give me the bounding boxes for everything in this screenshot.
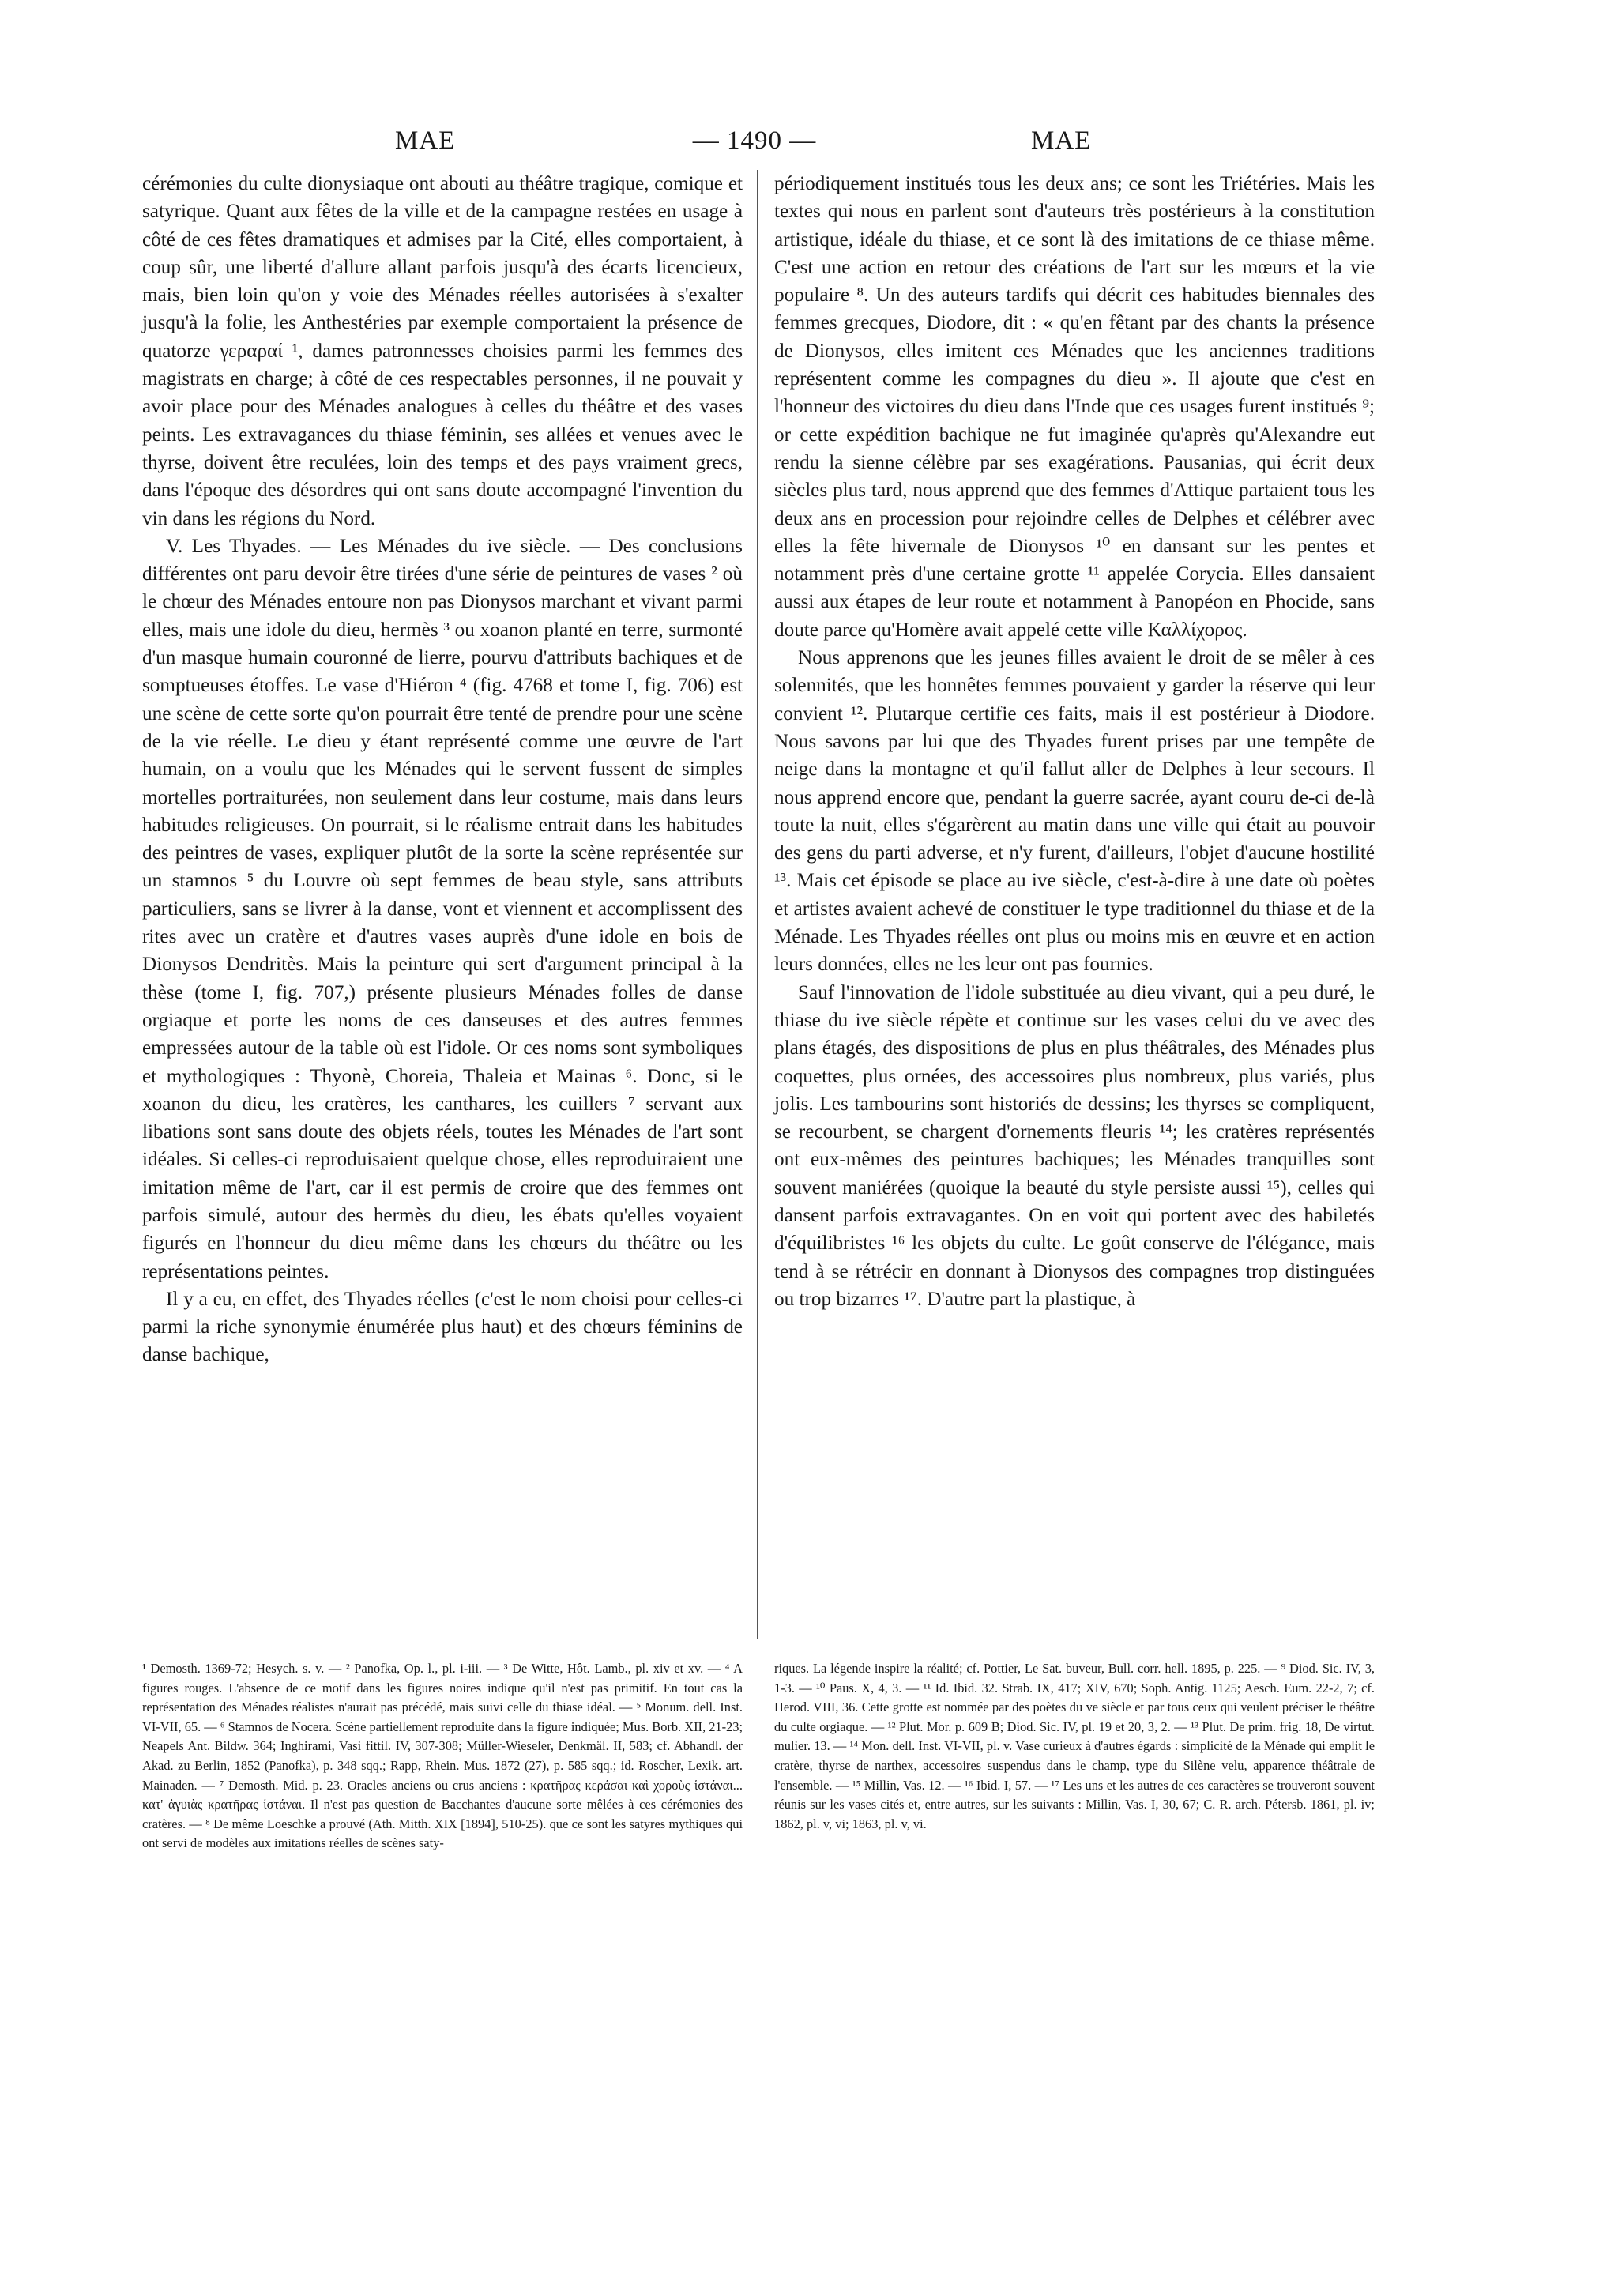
right-paragraph-2: Nous apprenons que les jeunes filles avaient le droit de se mêler à ces solennités, que les honnêtes femmes pouvaient y garder la réserve qui leur convient ¹². Plutarque certifie ces faits, mais il est postérieur à Diodore. Nous savons par lui que des Thyades furent prises par une tempête de neige dans la montagne et qu'il fallut aller de Delphes à leur secours. Il nous apprend encore que, pendant la guerre sacrée, ayant couru de-ci de-là toute la nuit, elles s'égarèrent au matin dans une ville qui était au pouvoir des gens du parti adverse, et n'y furent, d'ailleurs, l'objet d'aucune hostilité ¹³. Mais cet épisode se place au ive siècle, c'est-à-dire à une date où poètes et artistes avaient achevé de constituer le type traditionnel du thiase et de la Ménade. Les Thyades réelles ont plus ou moins mis en œuvre et en action leurs données, elles ne les leur ont pas fournies. [774, 647, 1375, 976]
right-paragraph-3: Sauf l'innovation de l'idole substituée au dieu vivant, qui a peu duré, le thiase du ive siècle répète et continue sur les vases celui du ve avec des plans étagés, des dispositions de plus en plus théâtrales, des Ménades plus coquettes, plus ornées, des accessoires plus nombreux, plus variés, plus jolis. Les tambourins sont historiés de dessins; les thyrses se compliquent, se recourbent, se chargent d'ornements fleuris ¹⁴; les cratères représentés ont eux-mêmes des peintures bachiques; les Ménades tranquilles sont souvent maniérées (quoique la beauté du style persiste aussi ¹⁵), celles qui dansent parfois extravagantes. On en voit qui portent avec des habiletés d'équilibristes ¹⁶ les objets du culte. Le goût conserve de l'élégance, mais tend à se rétrécir en donnant à Dionysos des compagnes trop distinguées ou trop bizarres ¹⁷. D'autre part la plastique, à [774, 981, 1375, 1310]
left-paragraph-1: cérémonies du culte dionysiaque ont abouti au théâtre tragique, comique et satyrique. Quant aux fêtes de la ville et de la campagne restées en usage à côté de ces fêtes dramatiques et admises par la Cité, elles comportaient, à coup sûr, une liberté d'allure allant parfois jusqu'à des écarts licencieux, mais, bien loin qu'on y voie des Ménades réelles autorisées à s'exalter jusqu'à la folie, les Anthestéries par exemple comportaient la présence de quatorze γεραραί ¹, dames patronnesses choisies parmi les femmes des magistrats en charge; à côté de ces respectables personnes, il ne pouvait y avoir place pour des Ménades analogues à celles du théâtre et des vases peints. Les extravagances du thiase féminin, ses allées et venues avec le thyrse, doivent être reculées, loin des temps et des pays vraiment grecs, dans l'époque des désordres qui ont sans doute accompagné l'invention du vin dans les régions du Nord. [142, 173, 743, 529]
footnotes-right [774, 1659, 1375, 1834]
footnotes-left-text: ¹ Demosth. 1369-72; Hesych. s. v. — ² Panofka, Op. l., pl. i-iii. — ³ De Witte, Hôt. Lamb., pl. xiv et xv. — ⁴ A figures rouges. L'absence de ce motif dans les figures noires indique qu'il n'est pas primitif. En tout cas la représentation des Ménades réalistes n'aurait pas précédé, mais suivi celle du thiase idéal. — ⁵ Monum. dell. Inst. VI-VII, 65. — ⁶ Stamnos de Nocera. Scène partiellement reproduite dans la figure indiquée; Mus. Borb. XII, 21-23; Neapels Ant. Bildw. 364; Inghirami, Vasi fittil. IV, 307-308; Müller-Wieseler, Denkmäl. II, 583; cf. Abhandl. der Akad. zu Berlin, 1852 (Panofka), p. 348 sqq.; Rapp, Rhein. Mus. 1872 (27), p. 585 sqq.; id. Roscher, Lexik. art. Mainaden. — ⁷ Demosth. Mid. p. 23. Oracles anciens ou crus anciens : κρατῆρας κεράσαι καὶ χοροὺς ἱστάναι... κατ' ἀγυιὰς κρατῆρας ἱστάναι. Il n'est pas question de Bacchantes d'aucune sorte mêlées à ces cérémonies des cratères. — ⁸ De même Loeschke a prouvé (Ath. Mitth. XIX [1894], 510-25). que ce sont les satyres mythiques qui ont servi de modèles aux imitations réelles de scènes saty- [142, 1661, 743, 1851]
running-head-left: MAE [395, 126, 456, 155]
left-paragraph-2: V. Les Thyades. — Les Ménades du ive siècle. — Des conclusions différentes ont paru devoir être tirées d'une série de peintures de vases ² où le chœur des Ménades entoure non pas Dionysos marchant et vivant parmi elles, mais une idole du dieu, hermès ³ ou xoanon planté en terre, surmonté d'un masque humain couronné de lierre, pourvu d'attributs bachiques et de somptueuses étoffes. Le vase d'Hiéron ⁴ (fig. 4768 et tome I, fig. 706) est une scène de cette sorte qu'on pourrait être tenté de prendre pour une scène de la vie réelle. Le dieu y étant représenté comme une œuvre de l'art humain, on a voulu que les Ménades qui le servent fussent de simples mortelles portraiturées, non seulement dans leur costume, mais dans leurs habitudes religieuses. On pourrait, si le réalisme entrait dans les habitudes des peintres de vases, expliquer plutôt de la sorte la scène représentée sur un stamnos ⁵ du Louvre où sept femmes de beau style, sans attributs particuliers, sans se livrer à la danse, vont et viennent et accomplissent des rites avec un cratère et d'autres vases auprès d'une idole en bois de Dionysos Dendritès. Mais la peinture qui sert d'argument principal à la thèse (tome I, fig. 707,) présente plusieurs Ménades folles de danse orgiaque et porte les noms de ces danseuses et des autres femmes empressées autour de la table où est l'idole. Or ces noms sont symboliques et mythologiques : Thyonè, Choreia, Thaleia et Mainas ⁶. Donc, si le xoanon du dieu, les cratères, les canthares, les cuillers ⁷ servant aux libations sont sans doute des objets réels, toutes les Ménades de l'art sont idéales. Si celles-ci reproduisaient quelque chose, elles reproduiraient une imitation même de l'art, car il est permis de croire que des femmes ont parfois simulé, autour des hermès du dieu, les ébats qu'elles voyaient figurés en l'honneur du dieu même dans les chœurs du théâtre ou les représentations peintes. [142, 535, 743, 1282]
page-number: — 1490 — [692, 126, 817, 155]
footnotes-right-text: riques. La légende inspire la réalité; cf. Pottier, Le Sat. buveur, Bull. corr. hell. 1895, p. 225. — ⁹ Diod. Sic. IV, 3, 1-3. — ¹⁰ Paus. X, 4, 3. — ¹¹ Id. Ibid. 32. Strab. IX, 417; XIV, 670; Soph. Antig. 1125; Aesch. Eum. 22-2, 7; cf. Herod. VIII, 36. Cette grotte est nommée par des poètes du ve siècle et par tous ceux qui veulent préciser le théâtre du culte orgiaque. — ¹² Plut. Mor. p. 609 B; Diod. Sic. IV, pl. 19 et 20, 3, 2. — ¹³ Plut. De prim. frig. 18, De virtut. mulier. 13. — ¹⁴ Mon. dell. Inst. VI-VII, pl. v. Vase curieux à d'autres égards : simplicité de la Ménade qui emplit le cratère, thyrse de narthex, accessoires suspendus dans le champ, type du Silène velu, apparence théâtrale de l'ensemble. — ¹⁵ Millin, Vas. 12. — ¹⁶ Ibid. I, 57. — ¹⁷ Les uns et les autres de ces caractères se trouveront souvent réunis sur les vases cités et, entre autres, sur les suivants : Millin, Vas. I, 30, 67; C. R. arch. Pétersb. 1861, pl. iv; 1862, pl. v, vi; 1863, pl. v, vi. [774, 1661, 1375, 1831]
right-paragraph-1: périodiquement institués tous les deux ans; ce sont les Triétéries. Mais les textes qui nous en parlent sont d'auteurs très postérieurs à la constitution artistique, idéale du thiase, et ce sont là des imitations de ce thiase même. C'est une action en retour des créations de l'art sur les mœurs et la vie populaire ⁸. Un des auteurs tardifs qui décrit ces habitudes biennales des femmes grecques, Diodore, dit : « qu'en fêtant par des chants la présence de Dionysos, elles imitent ces Ménades que les anciennes traditions représentent comme les compagnes du dieu ». Il ajoute que c'est en l'honneur des victoires du dieu dans l'Inde que ces usages furent institués ⁹; or cette expédition bachique ne fut imaginée qu'après qu'Alexandre eut rendu la sienne célèbre par ses exagérations. Pausanias, qui écrit deux siècles plus tard, nous apprend que des femmes d'Attique partaient tous les deux ans en procession pour rejoindre celles de Delphes et célébrer avec elles la fête hivernale de Dionysos ¹⁰ en dansant sur les pentes et notamment près d'une certaine grotte ¹¹ appelée Corycia. Elles dansaient aussi aux étapes de leur route et notamment à Panopéon en Phocide, sans doute parce qu'Homère avait appelé cette ville Καλλίχορος. [774, 173, 1375, 641]
right-column [774, 170, 1375, 1313]
left-column [142, 170, 743, 1369]
running-head-right: MAE [1031, 126, 1092, 155]
footnotes-left [142, 1659, 743, 1854]
column-divider [757, 170, 758, 1639]
left-paragraph-3: Il y a eu, en effet, des Thyades réelles (c'est le nom choisi pour celles-ci parmi la riche synonymie énumérée plus haut) et des chœurs féminins de danse bachique, [142, 1288, 743, 1366]
